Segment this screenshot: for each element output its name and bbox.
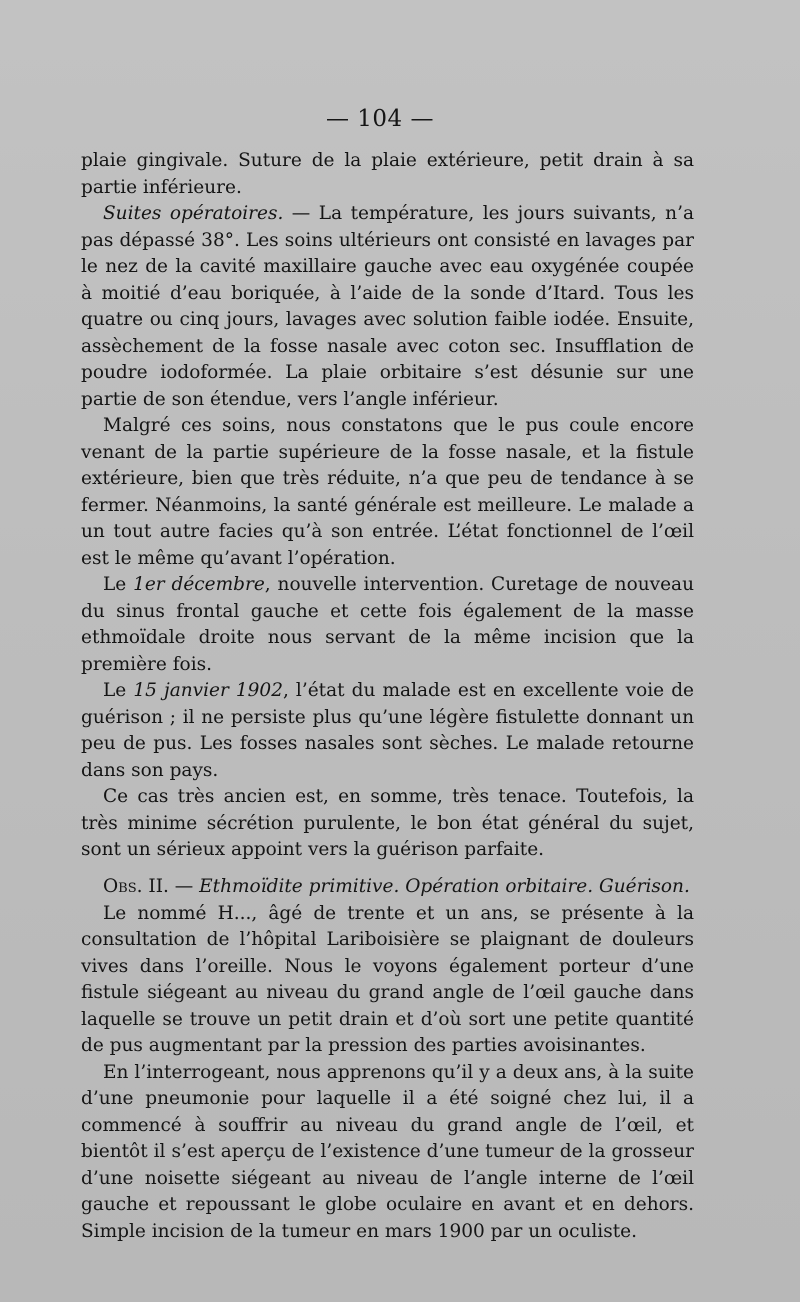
date-italic: 15 janvier 1902	[133, 680, 283, 701]
observation-heading	[81, 874, 694, 901]
date-italic: 1er décembre	[133, 574, 265, 595]
observation-label: Obs. II.	[103, 876, 169, 897]
observation-title: Ethmoïdite primitive. Opération orbitaire. Guérison.	[199, 876, 690, 897]
paragraph-15-janvier	[81, 678, 694, 784]
paragraph-prefix: Le	[103, 680, 134, 701]
paragraph-1er-decembre	[81, 572, 694, 678]
observation-dash: —	[168, 876, 200, 897]
paragraph-text: , nouvelle intervention. Curetage de nouveau du sinus frontal gauche et cette fois également de la masse ethmoïdale droite nous servant de la même incision que la première fois.	[81, 574, 694, 675]
paragraph-malgre: Malgré ces soins, nous constatons que le pus coule encore venant de la partie supérieure de la fosse nasale, et la fistule extérieure, bien que très réduite, n’a que peu de tendance à se fermer. Néanmoins, la santé générale est meilleure. Le malade a un tout autre facies qu’à son entrée. L’état fonctionnel de l’œil est le même qu’avant l’opération.	[81, 415, 694, 569]
paragraph-en-interrogeant: En l’interrogeant, nous apprenons qu’il y a deux ans, à la suite d’une pneumonie pour laquelle il a été soigné chez lui, il a commencé à souffrir au niveau du grand angle de l’œil, et bientôt il s’est aperçu de l’existence d’une tumeur de la grosseur d’une noisette siégeant au niveau de l’angle interne de l’œil gauche et repoussant le globe oculaire en avant et en dehors. Simple incision de la tumeur en mars 1900 par un oculiste.	[81, 1061, 694, 1242]
paragraph-ce-cas: Ce cas très ancien est, en somme, très tenace. Toutefois, la très minime sécrétion purulente, le bon état général du sujet, sont un sérieux appoint vers la guérison parfaite.	[81, 786, 694, 860]
paragraph-suites-operatoires	[81, 201, 694, 413]
paragraph-text: , l’état du malade est en excellente voie de guérison ; il ne persiste plus qu’une légère fistulette donnant un peu de pus. Les fosses nasales sont sèches. Le malade retourne dans son pays.	[81, 680, 694, 781]
text-block-top	[81, 148, 694, 864]
paragraph-le-nomme: Le nommé H..., âgé de trente et un ans, se présente à la consultation de l’hôpital Lariboisière se plaignant de douleurs vives dans l’oreille. Nous le voyons également porteur d’une fistule siégeant au niveau du grand angle de l’œil gauche dans laquelle se trouve un petit drain et d’où sort une petite quantité de pus augmentant par la pression des parties avoisinantes.	[81, 902, 694, 1056]
page-number: — 104 —	[325, 106, 435, 132]
paragraph-prefix: Le	[103, 574, 134, 595]
run-in-heading: Suites opératoires.	[103, 203, 284, 224]
text-block-observation	[81, 874, 694, 1245]
paragraph-text: — La température, les jours suivants, n’a pas dépassé 38°. Les soins ultérieurs ont consisté en lavages par le nez de la cavité maxillaire gauche avec eau oxygénée coupée à moitié d’eau boriquée, à l’aide de la sonde d’Itard. Tous les quatre ou cinq jours, lavages avec solution faible iodée. Ensuite, assèchement de la fosse nasale avec coton sec. Insufflation de poudre iodoformée. La plaie orbitaire s’est désunie sur une partie de son étendue, vers l’angle inférieur.	[81, 203, 694, 410]
paragraph-continuation: plaie gingivale. Suture de la plaie extérieure, petit drain à sa partie inférieure.	[81, 150, 694, 198]
